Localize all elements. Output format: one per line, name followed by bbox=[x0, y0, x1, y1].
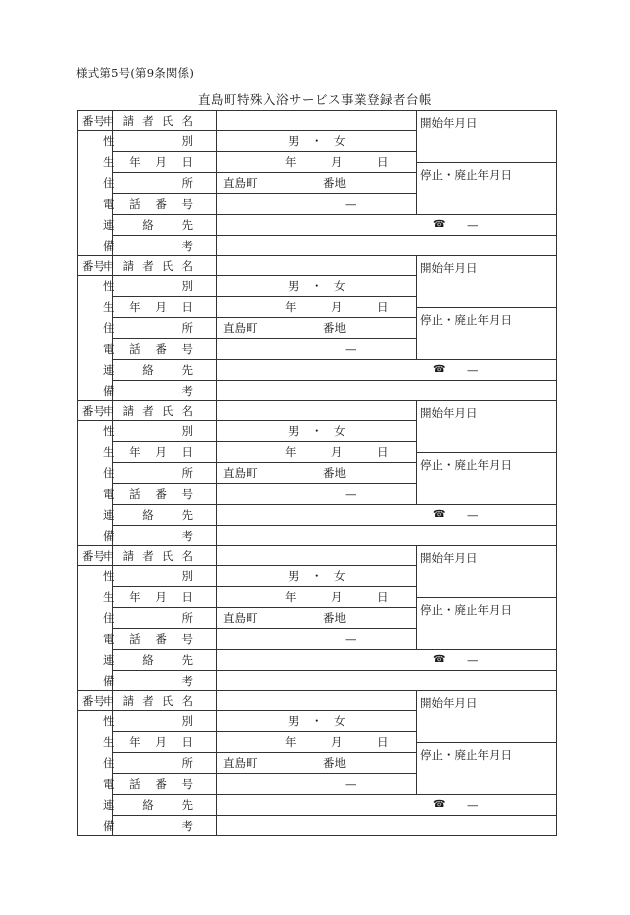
phone-dash: — bbox=[345, 777, 357, 791]
remarks-label: 備 考 bbox=[103, 819, 193, 833]
birth-date-template: 年 月 日 bbox=[285, 735, 389, 749]
address-label: 住 所 bbox=[103, 321, 193, 335]
gender-label: 性 別 bbox=[103, 569, 193, 583]
address-town: 直島町 bbox=[223, 321, 258, 335]
birth-date-template: 年 月 日 bbox=[285, 590, 389, 604]
number-label: 番号 bbox=[82, 404, 105, 418]
address-label: 住 所 bbox=[103, 176, 193, 190]
applicant-name-label: 申 請 者 氏 名 bbox=[103, 259, 193, 273]
birth-date-label: 生 年 月 日 bbox=[103, 735, 193, 749]
gender-label: 性 別 bbox=[103, 714, 193, 728]
applicant-name-label: 申 請 者 氏 名 bbox=[103, 404, 193, 418]
gender-options: 男 ・ 女 bbox=[288, 279, 346, 293]
remarks-label: 備 考 bbox=[103, 529, 193, 543]
telephone-icon: ☎ bbox=[433, 799, 446, 810]
address-suffix: 番地 bbox=[323, 176, 346, 190]
record-block bbox=[77, 545, 557, 690]
telephone-icon: ☎ bbox=[433, 364, 446, 375]
birth-date-label: 生 年 月 日 bbox=[103, 590, 193, 604]
telephone-icon: ☎ bbox=[433, 219, 446, 230]
form-number: 様式第5号(第9条関係) bbox=[76, 66, 195, 80]
address-town: 直島町 bbox=[223, 611, 258, 625]
birth-date-template: 年 月 日 bbox=[285, 445, 389, 459]
contact-label: 連 絡 先 bbox=[103, 798, 193, 812]
contact-dash: — bbox=[467, 653, 479, 667]
address-town: 直島町 bbox=[223, 756, 258, 770]
stop-date-label: 停止・廃止年月日 bbox=[420, 748, 512, 762]
phone-label: 電 話 番 号 bbox=[103, 342, 193, 356]
address-suffix: 番地 bbox=[323, 611, 346, 625]
phone-dash: — bbox=[345, 197, 357, 211]
gender-options: 男 ・ 女 bbox=[288, 424, 346, 438]
start-date-label: 開始年月日 bbox=[420, 116, 478, 130]
stop-date-label: 停止・廃止年月日 bbox=[420, 458, 512, 472]
gender-options: 男 ・ 女 bbox=[288, 714, 346, 728]
phone-label: 電 話 番 号 bbox=[103, 197, 193, 211]
phone-label: 電 話 番 号 bbox=[103, 632, 193, 646]
contact-dash: — bbox=[467, 508, 479, 522]
birth-date-label: 生 年 月 日 bbox=[103, 300, 193, 314]
contact-label: 連 絡 先 bbox=[103, 363, 193, 377]
stop-date-label: 停止・廃止年月日 bbox=[420, 313, 512, 327]
gender-options: 男 ・ 女 bbox=[288, 134, 346, 148]
gender-label: 性 別 bbox=[103, 134, 193, 148]
address-label: 住 所 bbox=[103, 756, 193, 770]
birth-date-label: 生 年 月 日 bbox=[103, 445, 193, 459]
stop-date-label: 停止・廃止年月日 bbox=[420, 603, 512, 617]
birth-date-label: 生 年 月 日 bbox=[103, 155, 193, 169]
phone-label: 電 話 番 号 bbox=[103, 487, 193, 501]
contact-dash: — bbox=[467, 363, 479, 377]
remarks-label: 備 考 bbox=[103, 674, 193, 688]
register-table bbox=[77, 110, 557, 835]
phone-dash: — bbox=[345, 342, 357, 356]
contact-label: 連 絡 先 bbox=[103, 218, 193, 232]
number-label: 番号 bbox=[82, 694, 105, 708]
record-block bbox=[77, 110, 557, 255]
gender-label: 性 別 bbox=[103, 424, 193, 438]
phone-label: 電 話 番 号 bbox=[103, 777, 193, 791]
phone-dash: — bbox=[345, 487, 357, 501]
contact-dash: — bbox=[467, 798, 479, 812]
birth-date-template: 年 月 日 bbox=[285, 155, 389, 169]
contact-label: 連 絡 先 bbox=[103, 653, 193, 667]
record-block bbox=[77, 400, 557, 545]
remarks-label: 備 考 bbox=[103, 239, 193, 253]
start-date-label: 開始年月日 bbox=[420, 406, 478, 420]
telephone-icon: ☎ bbox=[433, 509, 446, 520]
applicant-name-label: 申 請 者 氏 名 bbox=[103, 549, 193, 563]
phone-dash: — bbox=[345, 632, 357, 646]
contact-label: 連 絡 先 bbox=[103, 508, 193, 522]
address-label: 住 所 bbox=[103, 611, 193, 625]
address-suffix: 番地 bbox=[323, 321, 346, 335]
start-date-label: 開始年月日 bbox=[420, 261, 478, 275]
remarks-label: 備 考 bbox=[103, 384, 193, 398]
number-label: 番号 bbox=[82, 259, 105, 273]
address-suffix: 番地 bbox=[323, 466, 346, 480]
start-date-label: 開始年月日 bbox=[420, 551, 478, 565]
document-title: 直島町特殊入浴サービス事業登録者台帳 bbox=[197, 92, 432, 107]
contact-dash: — bbox=[467, 218, 479, 232]
record-block bbox=[77, 690, 557, 835]
stop-date-label: 停止・廃止年月日 bbox=[420, 168, 512, 182]
telephone-icon: ☎ bbox=[433, 654, 446, 665]
address-suffix: 番地 bbox=[323, 756, 346, 770]
number-label: 番号 bbox=[82, 114, 105, 128]
birth-date-template: 年 月 日 bbox=[285, 300, 389, 314]
gender-options: 男 ・ 女 bbox=[288, 569, 346, 583]
gender-label: 性 別 bbox=[103, 279, 193, 293]
address-town: 直島町 bbox=[223, 466, 258, 480]
record-block bbox=[77, 255, 557, 400]
number-label: 番号 bbox=[82, 549, 105, 563]
applicant-name-label: 申 請 者 氏 名 bbox=[103, 114, 193, 128]
applicant-name-label: 申 請 者 氏 名 bbox=[103, 694, 193, 708]
address-town: 直島町 bbox=[223, 176, 258, 190]
address-label: 住 所 bbox=[103, 466, 193, 480]
start-date-label: 開始年月日 bbox=[420, 696, 478, 710]
